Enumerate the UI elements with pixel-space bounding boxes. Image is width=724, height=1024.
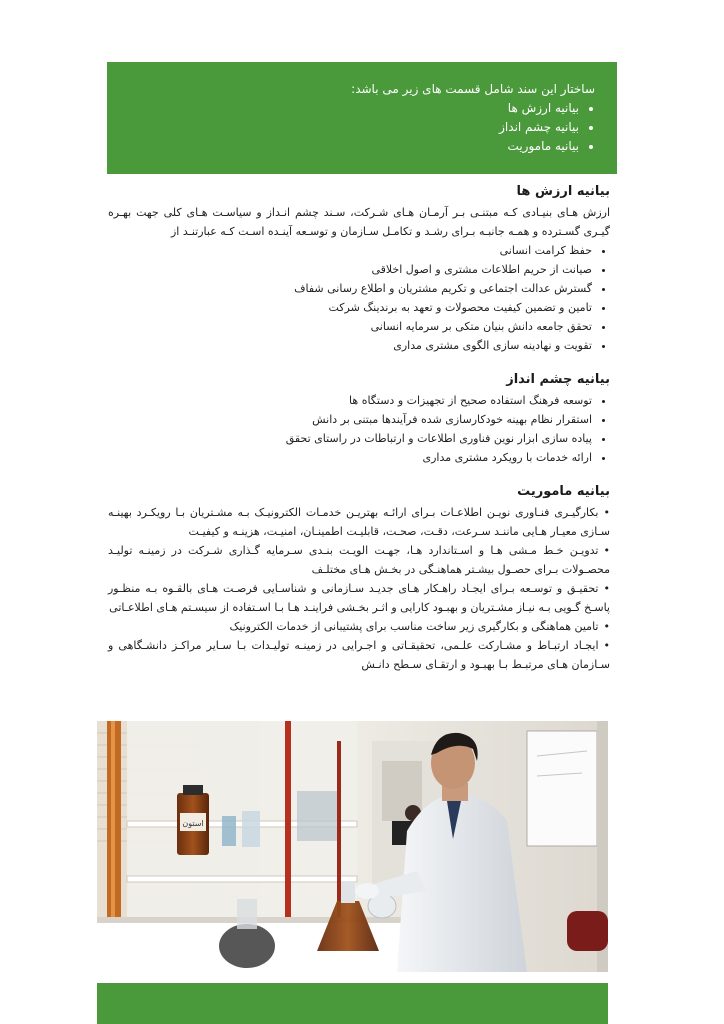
values-list <box>108 241 610 355</box>
values-item: • تقویت و نهادینه سازی الگوی مشتری مداری <box>108 336 592 355</box>
vision-list <box>108 391 610 467</box>
values-item: • صیانت از حریم اطلاعات مشتری و اصول اخلاقی <box>108 260 592 279</box>
bottle-label: استون <box>182 819 204 828</box>
vision-item: • استقرار نظام بهینه خودکارسازی شده فرآیندها مبتنی بر دانش <box>108 410 592 429</box>
values-item: • حفظ کرامت انسانی <box>108 241 592 260</box>
vision-item: • ارائه خدمات با رویکرد مشتری مداری <box>108 448 592 467</box>
values-section <box>108 182 610 355</box>
document-content <box>108 182 610 689</box>
banner-intro: ساختار این سند شامل قسمت های زیر می باشد: <box>351 82 595 96</box>
vision-item: • توسعه فرهنگ استفاده صحیح از تجهیزات و دستگاه ها <box>108 391 592 410</box>
values-item: • تامین و تضمین کیفیت محصولات و تعهد به برندینگ شرکت <box>108 298 592 317</box>
mission-item: • ایجـاد ارتبـاط و مشـارکت علـمی، تحقیقـاتی و اجـرایی در زمینـه تولیـدات بـا سـایر مراکـز دانشـگاهی و سـازمان هـای مرتبـط بـا بهبـود و ارتقـای سـطح دانـش <box>108 636 610 674</box>
banner-item: • بیانیه ماموریت <box>107 137 579 156</box>
banner-item: • بیانیه چشم انداز <box>107 118 579 137</box>
footer-bar <box>97 983 608 1024</box>
vision-section <box>108 370 610 467</box>
mission-section <box>108 482 610 674</box>
banner-item: • بیانیه ارزش ها <box>107 99 579 118</box>
mission-item: • بکارگیـری فنـاوری نویـن اطلاعـات بـرای ارائـه بهتریـن خدمـات الکترونیـک بـه مشـتریان بـا رویکـرد بهینـه سـازی معیـار هـایی ماننـد سـرعت، دقـت، صحـت، قابلیـت اطمینـان، امنیـت، هزینـه و کیفیـت <box>108 503 610 541</box>
mission-item: • تحقیـق و توسـعه بـرای ایجـاد راهـکار هـای جدیـد سـازمانی و شناسـایی فرصـت هـای بالقـوه بـه منظـور پاسـخ گـویی بـه نیـاز مشـتریان و بهبـود کارایی و اثـر بخـشی فراینـد هـا بـا اسـتفاده از سیسـتم هـای اطلاعـاتی <box>108 579 610 617</box>
laboratory-photo <box>97 721 608 972</box>
values-item: • گسترش عدالت اجتماعی و تکریم مشتریان و اطلاع رسانی شفاف <box>108 279 592 298</box>
values-paragraph: ارزش هـای بنیـادی کـه مبتنـی بـر آرمـان هـای شـرکت، سـند چشم انـداز و سیاسـت هـای کلی جهت بهـره گیـری گسـترده و همـه جانبـه بـرای رشـد و تکامـل سـازمان و توسـعه آینـده اسـت کـه عبارتنـد از <box>108 206 610 238</box>
structure-banner <box>107 62 617 174</box>
values-item: • تحقق جامعه دانش بنیان متکی بر سرمایه انسانی <box>108 317 592 336</box>
mission-item: • تامین هماهنگی و بکارگیری زیر ساخت مناسب برای پشتیبانی از خدمات الکترونیک <box>108 617 610 636</box>
vision-heading: بیانیه چشم انداز <box>506 372 610 387</box>
vision-item: • پیاده سازی ابزار نوین فناوری اطلاعات و ارتباطات در راستای تحقق <box>108 429 592 448</box>
mission-item: • تدویـن خـط مـشی هـا و اسـتاندارد هـا، جهـت الویـت بنـدی سـرمایه گـذاری شـرکت در زمینـه تولیـد محصـولات بـرای حصـول بیشـتر هماهنـگی در بخـش هـای مختلـف <box>108 541 610 579</box>
banner-list <box>107 99 595 156</box>
values-heading: بیانیه ارزش ها <box>516 184 610 199</box>
mission-heading: بیانیه ماموریت <box>517 484 610 499</box>
